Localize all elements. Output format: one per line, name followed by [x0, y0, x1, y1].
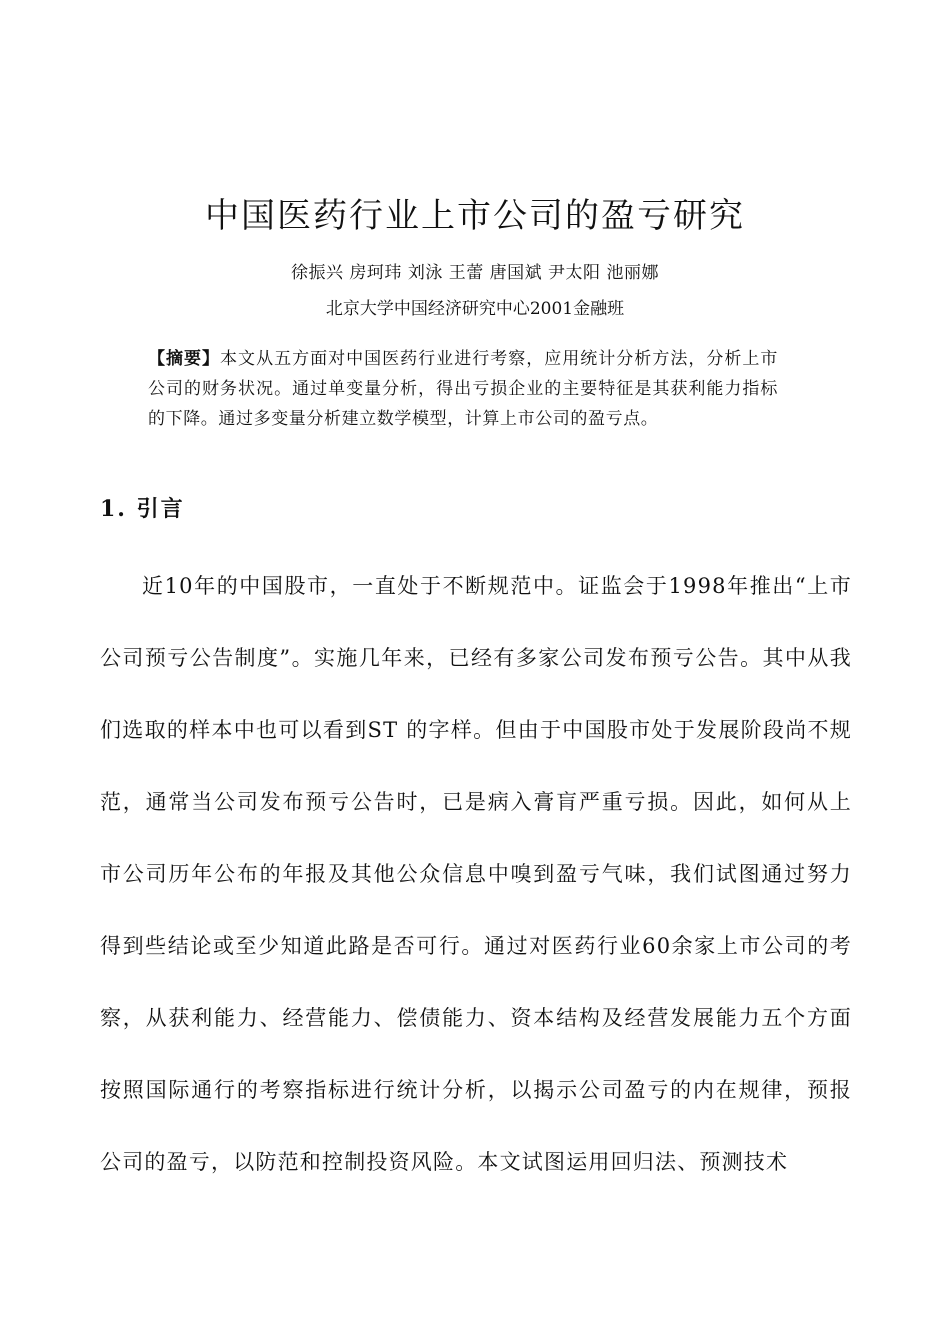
introduction-paragraph: 近10年的中国股市，一直处于不断规范中。证监会于1998年推出“上市公司预亏公告制度”。实施几年来，已经有多家公司发布预亏公告。其中从我们选取的样本中也可以看到ST 的字样。但由于中国股市处于发展阶段尚不规范，通常当公司发布预亏公告时，已是病入膏肓严重亏损。因此，如何从上市公司历年公布的年报及其他公众信息中嗅到盈亏气味，我们试图通过努力得到些结论或至少知道此路是否可行。通过对医药行业60余家上市公司的考察，从获利能力、经营能力、偿债能力、资本结构及经营发展能力五个方面按照国际通行的考察指标进行统计分析，以揭示公司盈亏的内在规律，预报公司的盈亏，以防范和控制投资风险。本文试图运用回归法、预测技术	[100, 574, 852, 1174]
section-heading-introduction: 1. 引言	[100, 496, 185, 522]
author-affiliation: 北京大学中国经济研究中心2001金融班	[325, 299, 625, 319]
paper-title: 中国医药行业上市公司的盈亏研究	[205, 196, 745, 236]
abstract-text: 本文从五方面对中国医药行业进行考察，应用统计分析方法，分析上市公司的财务状况。通过单变量分析，得出亏损企业的主要特征是其获利能力指标的下降。通过多变量分析建立数学模型，计算上市公司的盈亏点。	[148, 349, 778, 429]
abstract-block	[148, 344, 778, 434]
abstract-label: 【摘要】	[148, 349, 221, 369]
author-list: 徐振兴 房珂玮 刘泳 王蕾 唐国斌 尹太阳 池丽娜	[291, 263, 659, 283]
